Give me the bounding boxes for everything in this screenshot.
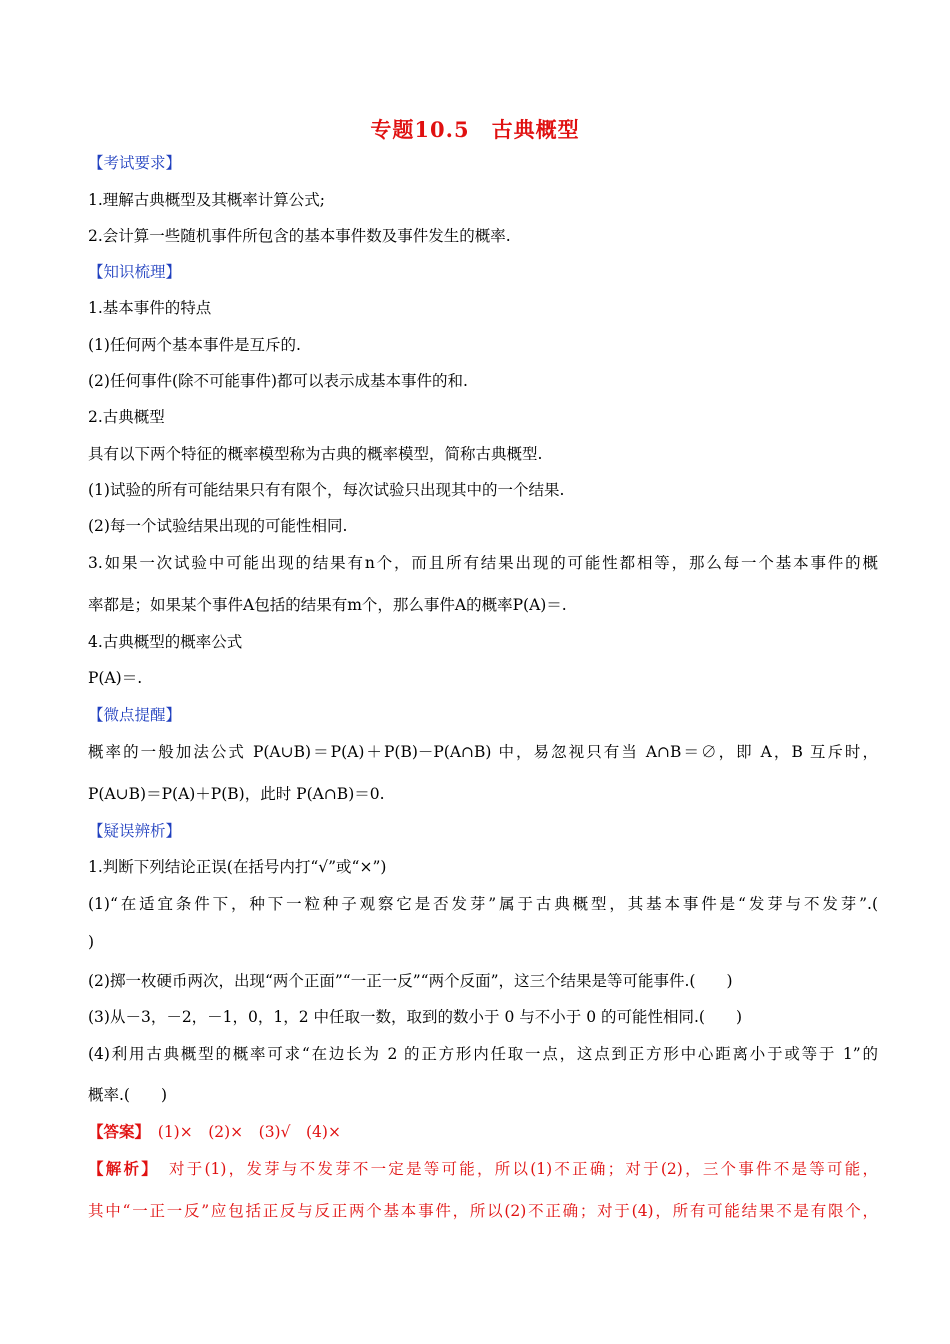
answer-text: (1)× (2)× (3)√ (4)× [142,1123,341,1141]
knowledge-line-7: (2)每一个试验结果出现的可能性相同. [88,517,348,535]
knowledge-line-9: 率都是；如果某个事件A包括的结果有m个，那么事件A的概率P(A)＝. [88,596,567,614]
doubts-line-2: (1)“在适宜条件下，种下一粒种子观察它是否发芽”属于古典概型，其基本事件是“发芽与不发芽”.( [88,895,878,913]
knowledge-line-10: 4.古典概型的概率公式 [88,633,243,651]
answer-label: 【答案】 [88,1122,143,1141]
knowledge-line-8: 3.如果一次试验中可能出现的结果有n个，而且所有结果出现的可能性都相等，那么每一个基本事件的概 [88,554,878,572]
knowledge-line-3: (2)任何事件(除不可能事件)都可以表示成基本事件的和. [88,372,468,390]
tips-line-1: 概率的一般加法公式 P(A∪B)＝P(A)＋P(B)－P(A∩B) 中，易忽视只有当 A∩B＝∅，即 A，B 互斥时， [88,743,878,761]
exam-req-1: 1.理解古典概型及其概率计算公式; [88,191,326,209]
doubts-line-4: (2)掷一枚硬币两次，出现“两个正面”“一正一反”“两个反面”，这三个结果是等可能事件.( ) [88,972,733,990]
section-exam-requirements: 【考试要求】 [88,154,182,172]
doubts-line-3: ) [88,933,95,951]
knowledge-line-2: (1)任何两个基本事件是互斥的. [88,336,301,354]
exam-req-2: 2.会计算一些随机事件所包含的基本事件数及事件发生的概率. [88,227,511,245]
answer-line [88,1121,878,1143]
analysis-line-2: 其中“一正一反”应包括正反与反正两个基本事件，所以(2)不正确；对于(4)，所有可能结果不是有限个， [88,1202,878,1220]
knowledge-line-11: P(A)＝. [88,669,143,687]
knowledge-line-1: 1.基本事件的特点 [88,299,212,317]
doubts-line-7: 概率.( ) [88,1086,168,1104]
analysis-line-1 [88,1158,878,1180]
doubts-line-6: (4)利用古典概型的概率可求“在边长为 2 的正方形内任取一点，这点到正方形中心距离小于或等于 1”的 [88,1045,878,1063]
tips-line-2: P(A∪B)＝P(A)＋P(B)，此时 P(A∩B)＝0. [88,785,385,803]
doubts-line-1: 1.判断下列结论正误(在括号内打“√”或“×”) [88,858,387,876]
section-tips: 【微点提醒】 [88,706,182,724]
knowledge-line-5: 具有以下两个特征的概率模型称为古典的概率模型，简称古典概型. [88,445,543,463]
knowledge-line-4: 2.古典概型 [88,408,165,426]
page-title: 专题10.5 古典概型 [370,117,580,142]
analysis-text-1: 对于(1)，发芽与不发芽不一定是等可能，所以(1)不正确；对于(2)，三个事件不是等可能， [151,1160,878,1178]
section-doubts: 【疑误辨析】 [88,822,182,840]
analysis-label: 【解析】 [88,1159,152,1178]
doubts-line-5: (3)从－3，－2，－1，0，1，2 中任取一数，取到的数小于 0 与不小于 0 的可能性相同.( ) [88,1008,743,1026]
knowledge-line-6: (1)试验的所有可能结果只有有限个，每次试验只出现其中的一个结果. [88,481,565,499]
section-knowledge: 【知识梳理】 [88,263,182,281]
